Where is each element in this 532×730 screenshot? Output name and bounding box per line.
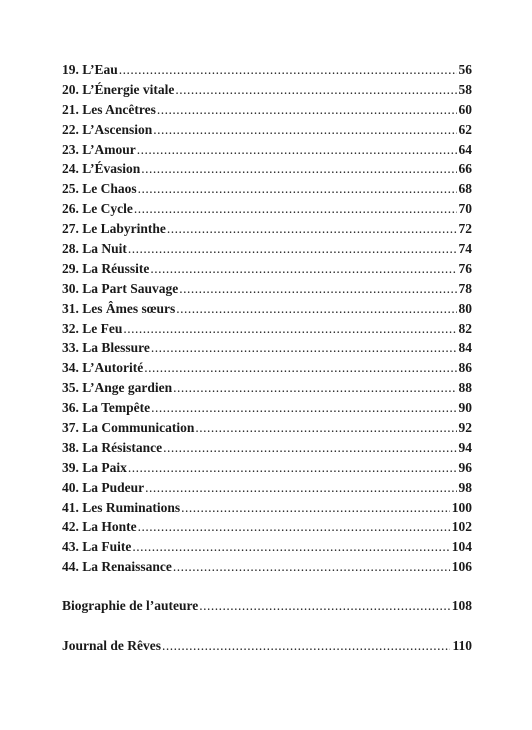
toc-entry-page: 70	[458, 201, 472, 217]
dot-leader	[134, 201, 457, 217]
toc-entry	[62, 142, 472, 162]
toc-entry-page: 94	[458, 439, 472, 455]
dot-leader	[175, 82, 456, 98]
dot-leader	[150, 261, 456, 277]
toc-entry	[62, 519, 472, 539]
toc-entry-page: 106	[451, 559, 472, 575]
toc-entry-title: 41. Les Ruminations	[62, 499, 181, 515]
dot-leader	[179, 281, 456, 297]
dot-leader	[128, 241, 457, 257]
toc-entry-title: 34. L’Autorité	[62, 360, 144, 376]
dot-leader	[144, 360, 456, 376]
toc-entry	[62, 221, 472, 241]
dot-leader	[181, 500, 450, 516]
dot-leader	[162, 638, 450, 654]
toc-entry-title: 24. L’Évasion	[62, 161, 141, 177]
toc-entry-page: 108	[451, 598, 472, 614]
toc-entry-title: 23. L’Amour	[62, 141, 136, 157]
toc-entry-page: 84	[458, 340, 472, 356]
toc-entry-page: 86	[458, 360, 472, 376]
toc-entry-page: 98	[458, 479, 472, 495]
toc-entry	[62, 539, 472, 559]
toc-entry-page: 110	[452, 638, 472, 654]
dot-leader	[123, 321, 456, 337]
toc-entry	[62, 559, 472, 579]
toc-entry-title: 36. La Tempête	[62, 400, 151, 416]
dot-leader	[173, 380, 456, 396]
section-list	[62, 598, 472, 658]
toc-entry	[62, 241, 472, 261]
toc-entry-title: 40. La Pudeur	[62, 479, 145, 495]
toc-entry	[62, 301, 472, 321]
toc-entry	[62, 360, 472, 380]
toc-entry-title: 22. L’Ascension	[62, 121, 153, 137]
toc-entry-title: 21. Les Ancêtres	[62, 101, 156, 117]
toc-entry	[62, 321, 472, 341]
toc-entry-page: 102	[451, 519, 472, 535]
toc-entry-title: Biographie de l’auteure	[62, 598, 199, 614]
toc-entry-page: 92	[458, 420, 472, 436]
toc-entry-title: 25. Le Chaos	[62, 181, 137, 197]
toc-entry-page: 66	[458, 161, 472, 177]
dot-leader	[141, 161, 456, 177]
toc-entry-title: 26. Le Cycle	[62, 201, 133, 217]
toc-entry	[62, 161, 472, 181]
dot-leader	[153, 122, 456, 138]
chapter-list	[62, 62, 472, 579]
dot-leader	[151, 400, 456, 416]
toc-entry	[62, 62, 472, 82]
table-of-contents	[62, 62, 472, 658]
toc-entry-page: 72	[458, 221, 472, 237]
toc-entry	[62, 340, 472, 360]
toc-entry-page: 60	[458, 101, 472, 117]
toc-entry	[62, 400, 472, 420]
toc-entry	[62, 460, 472, 480]
toc-entry	[62, 122, 472, 142]
toc-entry-page: 56	[458, 62, 472, 77]
dot-leader	[128, 460, 457, 476]
toc-entry	[62, 102, 472, 122]
toc-entry-page: 64	[458, 141, 472, 157]
toc-entry-title: 38. La Résistance	[62, 439, 163, 455]
toc-entry-title: 29. La Réussite	[62, 260, 150, 276]
dot-leader	[137, 142, 457, 158]
toc-entry-page: 78	[458, 280, 472, 296]
toc-entry-page: 62	[458, 121, 472, 137]
toc-entry-page: 88	[458, 380, 472, 396]
toc-entry-title: 30. La Part Sauvage	[62, 280, 179, 296]
toc-entry-page: 96	[458, 459, 472, 475]
dot-leader	[151, 340, 457, 356]
toc-entry-title: 43. La Fuite	[62, 539, 132, 555]
dot-leader	[173, 559, 450, 575]
dot-leader	[145, 480, 456, 496]
dot-leader	[199, 598, 450, 614]
toc-entry-page: 76	[458, 260, 472, 276]
toc-entry-page: 74	[458, 241, 472, 257]
toc-entry-page: 82	[458, 320, 472, 336]
toc-entry-title: 33. La Blessure	[62, 340, 150, 356]
toc-entry-title: 32. Le Feu	[62, 320, 123, 336]
toc-entry-title: Journal de Rêves	[62, 638, 161, 654]
dot-leader	[163, 440, 456, 456]
toc-entry	[62, 201, 472, 221]
toc-entry	[62, 500, 472, 520]
dot-leader	[138, 181, 457, 197]
dot-leader	[132, 539, 449, 555]
toc-entry-title: 31. Les Âmes sœurs	[62, 300, 176, 316]
toc-entry-title: 39. La Paix	[62, 459, 127, 475]
toc-entry-page: 104	[451, 539, 472, 555]
toc-entry-page: 68	[458, 181, 472, 197]
toc-entry	[62, 181, 472, 201]
toc-entry	[62, 440, 472, 460]
toc-entry-title: 28. La Nuit	[62, 241, 127, 257]
toc-entry	[62, 638, 472, 658]
toc-entry-title: 19. L’Eau	[62, 62, 118, 77]
toc-entry-title: 37. La Communication	[62, 420, 195, 436]
toc-entry-title: 27. Le Labyrinthe	[62, 221, 166, 237]
toc-entry	[62, 261, 472, 281]
toc-entry	[62, 420, 472, 440]
toc-entry	[62, 281, 472, 301]
dot-leader	[176, 301, 456, 317]
toc-entry-title: 20. L’Énergie vitale	[62, 81, 175, 97]
dot-leader	[119, 62, 457, 78]
dot-leader	[195, 420, 456, 436]
dot-leader	[138, 519, 450, 535]
toc-entry	[62, 82, 472, 102]
dot-leader	[167, 221, 457, 237]
toc-entry-page: 100	[451, 499, 472, 515]
toc-entry-title: 42. La Honte	[62, 519, 137, 535]
toc-entry	[62, 598, 472, 618]
toc-entry	[62, 480, 472, 500]
toc-entry-page: 58	[458, 81, 472, 97]
toc-entry-page: 90	[458, 400, 472, 416]
toc-entry-title: 35. L’Ange gardien	[62, 380, 173, 396]
toc-entry	[62, 380, 472, 400]
dot-leader	[157, 102, 457, 118]
toc-entry-page: 80	[458, 300, 472, 316]
toc-entry-title: 44. La Renaissance	[62, 559, 172, 575]
